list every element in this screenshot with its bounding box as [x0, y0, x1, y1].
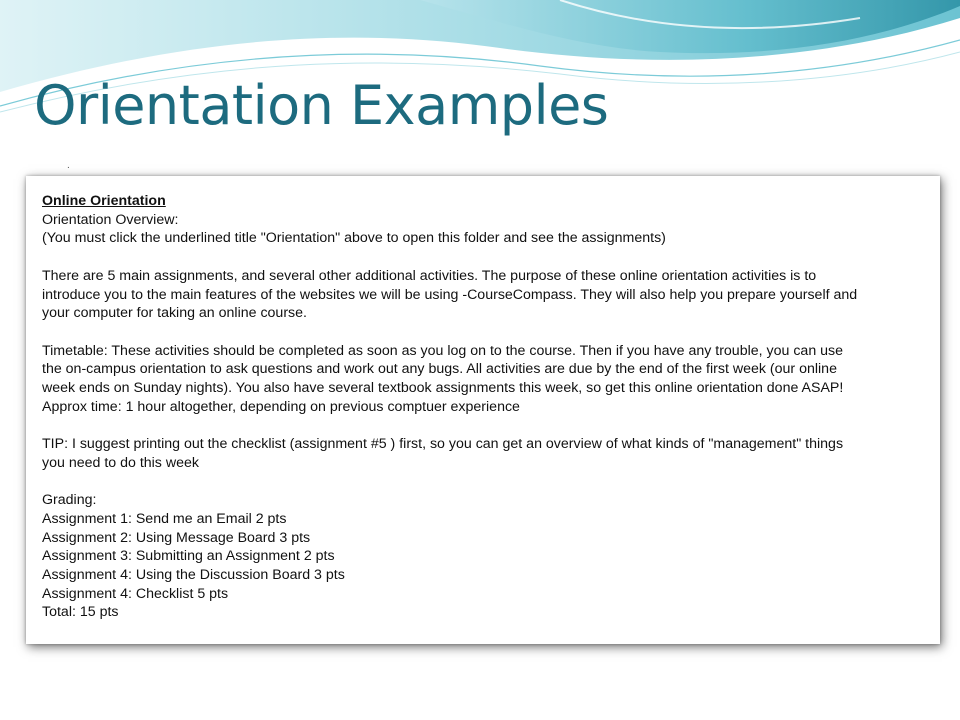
- purpose-line: your computer for taking an online course.: [42, 305, 307, 322]
- timetable-line: Approx time: 1 hour altogether, depending on previous comptuer experience: [42, 398, 520, 415]
- grading-item: Assignment 3: Submitting an Assignment 2 pts: [42, 548, 335, 565]
- grading-item: Assignment 1: Send me an Email 2 pts: [42, 510, 287, 527]
- slide-title: Orientation Examples: [34, 74, 609, 137]
- purpose-line: There are 5 main assignments, and several other additional activities. The purpose of these online orientation activities is to: [42, 267, 817, 284]
- document-body: [42, 192, 932, 622]
- grading-total: Total: 15 pts: [42, 604, 119, 621]
- overview-note: (You must click the underlined title "Orientation" above to open this folder and see the assignments): [42, 230, 666, 247]
- paragraph-gap: [42, 416, 932, 435]
- tip-line: TIP: I suggest printing out the checklist (assignment #5 ) first, so you can get an overview of what kinds of "management" things: [42, 436, 844, 453]
- embedded-document-screenshot: [26, 176, 940, 644]
- overview-label: Orientation Overview:: [42, 211, 179, 228]
- purpose-line: introduce you to the main features of the websites we will be using -CourseCompass. They will also help you prepare yourself and: [42, 286, 858, 303]
- grading-item: Assignment 4: Using the Discussion Board 3 pts: [42, 567, 345, 583]
- stray-mark: .: [67, 160, 70, 171]
- paragraph-gap: [42, 323, 932, 342]
- timetable-line: Timetable: These activities should be completed as soon as you log on to the course. Then if you have any trouble, you can use: [42, 342, 844, 359]
- grading-item: Assignment 2: Using Message Board 3 pts: [42, 529, 311, 546]
- timetable-line: the on-campus orientation to ask questions and work out any bugs. All activities are due by the end of the first week (our online: [42, 361, 837, 378]
- tip-line: you need to do this week: [42, 454, 199, 471]
- timetable-line: week ends on Sunday nights). You also have several textbook assignments this week, so get this online orientation done ASAP!: [42, 380, 844, 396]
- paragraph-gap: [42, 248, 932, 267]
- document-heading: Online Orientation: [42, 193, 166, 209]
- grading-item: Assignment 4: Checklist 5 pts: [42, 585, 229, 602]
- paragraph-gap: [42, 473, 932, 492]
- grading-label: Grading:: [42, 492, 97, 509]
